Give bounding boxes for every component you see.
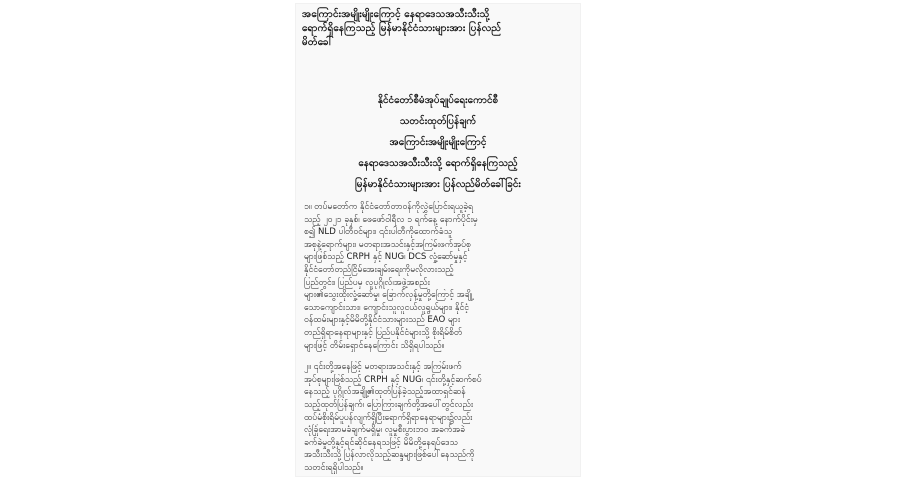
- paragraph-line: သည့် ၂၀၂၁ ခုနှစ်၊ ဖေဖော်ဝါရီလ ၁ ရက်နေ့ နောက်ပိုင်းမှ: [304, 214, 478, 225]
- paragraph-line: ထပ်မံစိုးရိမ်ပူပန်လျက်ရှိပြီးရောက်ရှိရာနေရာများ၌လည်း: [304, 412, 473, 423]
- paragraph-line: အသီးသီးသို့ ပြန်လာလိုသည့်ဆန္ဒများဖြစ်ပေါ်နေသည်ကို: [304, 450, 475, 461]
- paragraph-line: အုပ်စုများဖြစ်သည့် CRPH နှင့် NUG၊ ၎င်းတို့နှင့်ဆက်စပ်: [304, 374, 482, 385]
- paragraph-line: ၂။ ၎င်းတို့အနေဖြင့် မတရားအသင်းနှင့် အကြမ်းဖက်: [304, 362, 462, 373]
- paragraph-line: နိုင်ငံတော်တည်ငြိမ်အေးချမ်းရေးကိုမလိုလားသည့်: [304, 264, 454, 275]
- paragraph-line: နေသည့် ပုဂ္ဂိုလ်အချို့၏ထုတ်ပြန်ခဲ့သည့်အထာရှင်ဆန်: [304, 387, 466, 398]
- paragraph-line: အစုနဲ့ရောက်များ၊ မတရားအသင်းနှင့်အကြမ်းဖက်အုပ်စု: [304, 239, 471, 250]
- statement-subject-line: မြန်မာနိုင်ငံသားများအား ပြန်လည်မိတ်ခေါ်ခြင်း: [355, 179, 521, 190]
- news-clipping: [296, 4, 580, 476]
- paragraph-2: [304, 361, 574, 474]
- statement-title: [296, 90, 580, 195]
- paragraph-line: သောကျောင်းသား၊ ကျောင်းသူလူငယ်လူရွယ်များ၊ နိုင်ငံ့: [304, 302, 469, 313]
- paragraph-line: တည်ရှိရာနေရာများနှင့် ပြည်ပနိုင်ငံများသို့ စိုးရိမ်စိတ်: [304, 327, 463, 338]
- statement-type: သတင်းထုတ်ပြန်ချက်: [399, 116, 477, 127]
- headline-line: အကြောင်းအမျိုးမျိုးကြောင့် နေရာဒေသအသီးသီးသို့: [302, 9, 490, 20]
- paragraph-line: သတင်းရရှိပါသည်။: [304, 462, 364, 473]
- headline-line: မိတ်ခေါ်: [302, 37, 334, 48]
- statement-subject-line: အကြောင်းအမျိုးမျိုးကြောင့်: [389, 137, 487, 148]
- paragraph-line: များဖြင့် တိမ်းရှောင်နေကြောင်း သိရှိရပါသည်။: [304, 340, 445, 351]
- paragraph-line: များဖြစ်သည့် CRPH နှင့် NUG၊ DCS လှုံ့ဆော်မှုနှင့်: [304, 252, 468, 263]
- issuer-name: နိုင်ငံတော်စီမံအုပ်ချုပ်ရေးကောင်စီ: [377, 95, 499, 106]
- paragraph-line: သည့်ထုတ်ပြန်ချက်၊ ပြောကြားချက်တို့အပေါ်တွင်လည်း: [304, 399, 474, 410]
- paragraph-line: များ၏သွေးထိုးလှုံ့ဆော်မှု၊ ခြောက်လှန့်မှုတို့ကြောင့် အချို့: [304, 290, 473, 301]
- paragraph-1: [304, 201, 574, 352]
- paragraph-line: ဝန်ထမ်းများနှင့်မိမိတို့နိုင်ငံသားများသည် EAO များ: [304, 315, 461, 326]
- paragraph-line: စ၍ NLD ပါတီဝင်များ၊ ၎င်းပါတီကိုထောက်ခံသူ: [304, 227, 452, 238]
- paragraph-line: လုံခြုံရေးအာမခံချက်မရှိမှု၊ လူမှုစီးပွားဘဝ အခက်အခဲ: [304, 425, 466, 436]
- statement-subject-line: နေရာဒေသအသီးသီးသို့ ရောက်ရှိနေကြသည့်: [358, 158, 518, 169]
- headline: [302, 8, 580, 50]
- paragraph-line: ခက်ခဲမှုတို့နှင့်ရင်ဆိုင်နေရသဖြင့် မိမိတို့နေရပ်ဒေသ: [304, 437, 458, 448]
- paragraph-line: ၁။ တပ်မတော်က နိုင်ငံတော်တာဝန်ကိုလွှဲပြောင်းရယူခဲ့ရ: [304, 202, 473, 212]
- headline-line: ရောက်ရှိနေကြသည့် မြန်မာနိုင်ငံသားများအား ပြန်လည်: [302, 23, 502, 34]
- paragraph-line: ပြည်တွင်း၊ ပြည်ပမှ လူပုဂ္ဂိုလ်၊အဖွဲ့အစည်း: [304, 277, 430, 288]
